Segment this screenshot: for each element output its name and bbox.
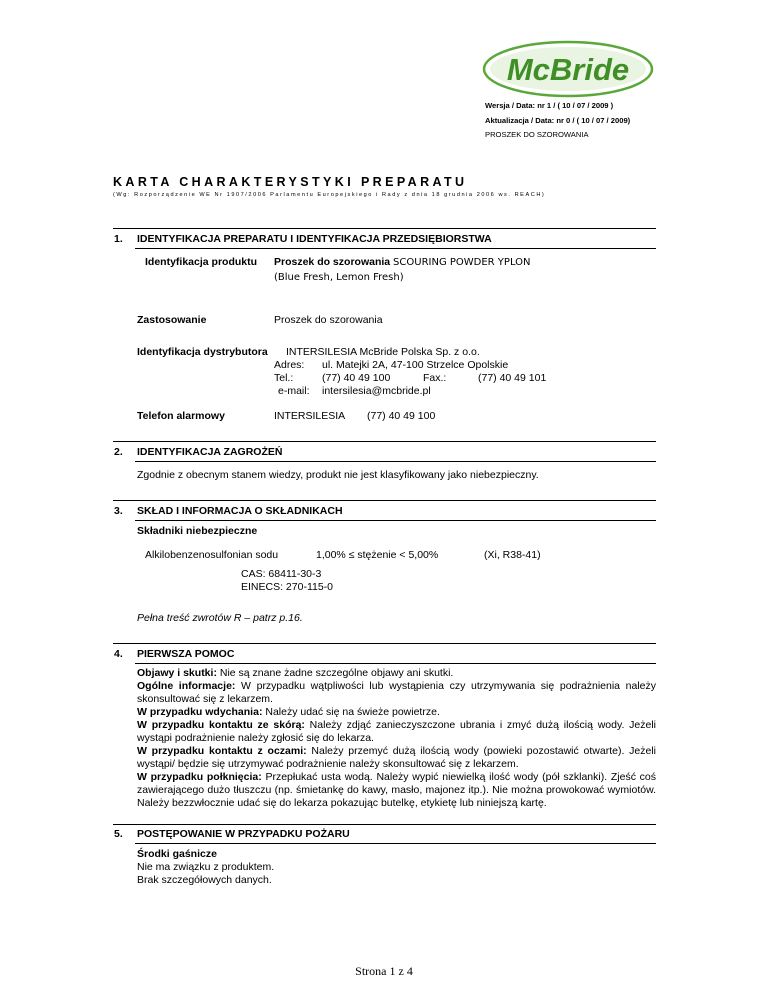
section-5-title: POSTĘPOWANIE W PRZYPADKU POŻARU: [137, 828, 350, 840]
section-4-title: PIERWSZA POMOC: [137, 648, 235, 660]
logo-text: McBride: [506, 52, 630, 87]
product-id-value: [274, 256, 531, 268]
email-value: intersilesia@mcbride.pl: [322, 385, 431, 397]
section-2-title: IDENTYFIKACJA ZAGROŻEŃ: [137, 446, 283, 458]
general-info-paragraph: Ogólne informacje: W przypadku wątpliwości lub wystąpienia czy utrzymywania się podrażnienia należy skonsultować się z lekarzem.: [137, 680, 656, 705]
document-title: KARTA CHARAKTERYSTYKI PREPARATU: [113, 175, 468, 189]
hazardous-ingredients-heading: Składniki niebezpieczne: [137, 525, 258, 537]
version-info: Wersja / Data: nr 1 / ( 10 / 07 / 2009 ): [485, 101, 614, 110]
distributor-label: Identyfikacja dystrybutora: [137, 346, 268, 358]
section-divider: [113, 643, 656, 644]
einecs-number: EINECS: 270-115-0: [241, 581, 334, 593]
fax-label: Fax.:: [423, 372, 447, 384]
tel-value: (77) 40 49 100: [322, 372, 391, 384]
first-aid-text: [137, 667, 656, 810]
ingredient-name: Alkilobenzenosulfonian sodu: [145, 549, 279, 561]
use-value: Proszek do szorowania: [274, 314, 383, 326]
skin-contact-paragraph: W przypadku kontaktu ze skórą: Należy zdjąć zanieczyszczone ubrania i zmyć dużą ilością wody. Jeżeli wystąpi podrażnienie należy zgłosić się do lekarza.: [137, 719, 656, 744]
extinguishing-line-2: Brak szczegółowych danych.: [137, 874, 272, 886]
inhalation-paragraph: W przypadku wdychania: Należy udać się na świeże powietrze.: [137, 706, 440, 718]
product-id-label: Identyfikacja produktu: [145, 256, 258, 268]
ingredient-concentration: 1,00% ≤ stężenie < 5,00%: [316, 549, 439, 561]
alarm-company: INTERSILESIA: [274, 410, 346, 422]
section-1-number: 1.: [114, 233, 123, 245]
section-underline: [135, 461, 656, 462]
section-2-number: 2.: [114, 446, 123, 458]
section-divider: [113, 500, 656, 501]
cas-number: CAS: 68411-30-3: [241, 568, 322, 580]
section-divider: [113, 441, 656, 442]
mcbride-logo: [482, 40, 654, 98]
extinguishing-line-1: Nie ma związku z produktem.: [137, 861, 275, 873]
distributor-name: INTERSILESIA McBride Polska Sp. z o.o.: [286, 346, 480, 358]
section-1-title: IDENTYFIKACJA PREPARATU I IDENTYFIKACJA PRZEDSIĘBIORSTWA: [137, 233, 492, 245]
eye-contact-paragraph: W przypadku kontaktu z oczami: Należy przemyć dużą ilością wody (powieki pozostawić otwarte). Jeżeli wystąpi/ będzie się utrzymywać podrażnienie należy skonsultować się z lekarzem.: [137, 745, 656, 770]
product-id-bold: Proszek do szorowania: [274, 256, 391, 268]
address-label: Adres:: [274, 359, 305, 371]
extinguishing-media-heading: Środki gaśnicze: [137, 848, 217, 860]
alarm-phone-label: Telefon alarmowy: [137, 410, 225, 422]
use-label: Zastosowanie: [137, 314, 207, 326]
product-header: PROSZEK DO SZOROWANIA: [485, 130, 589, 139]
section-4-number: 4.: [114, 648, 123, 660]
update-info: Aktualizacja / Data: nr 0 / ( 10 / 07 / 2009): [485, 116, 631, 125]
product-trade-name: SCOURING POWDER YPLON: [393, 257, 531, 268]
fax-value: (77) 40 49 101: [478, 372, 547, 384]
section-underline: [135, 248, 656, 249]
symptoms-paragraph: Objawy i skutki: Nie są znane żadne szczególne objawy ani skutki.: [137, 667, 454, 679]
section-3-number: 3.: [114, 505, 123, 517]
page-number: Strona 1 z 4: [355, 964, 413, 978]
section-3-title: SKŁAD I INFORMACJA O SKŁADNIKACH: [137, 505, 343, 517]
ingestion-paragraph: W przypadku połknięcia: Przepłukać usta wodą. Należy wypić niewielką ilość wody (pół szklanki). Zjeść coś zawierającego dużo tłuszczu (np. śmietankę do kawy, masło, majonez itp.). Nie można prowokować wymiotów. Należy bezzwłocznie udać się do lekarza pokazując butelkę, etykietę lub niniejszą kartę.: [137, 771, 657, 809]
address-value: ul. Matejki 2A, 47-100 Strzelce Opolskie: [322, 359, 509, 371]
ingredient-classification: (Xi, R38-41): [484, 549, 541, 561]
document-subtitle: (Wg: Rozporządzenie WE Nr 1907/2006 Parlamentu Europejskiego i Rady z dnia 18 grudnia 2006 ws. REACH): [113, 192, 546, 198]
tel-label: Tel.:: [274, 372, 294, 384]
section-underline: [135, 520, 656, 521]
section-5-number: 5.: [114, 828, 123, 840]
hazard-statement: Zgodnie z obecnym stanem wiedzy, produkt nie jest klasyfikowany jako niebezpieczny.: [137, 469, 539, 481]
r-phrases-note: Pełna treść zwrotów R – patrz p.16.: [137, 612, 303, 624]
section-divider: [113, 824, 656, 825]
section-underline: [135, 843, 656, 844]
product-variants: (Blue Fresh, Lemon Fresh): [274, 272, 404, 283]
logo-graphic: [482, 40, 654, 98]
section-underline: [135, 663, 656, 664]
email-label: e-mail:: [278, 385, 310, 397]
section-divider: [113, 228, 656, 229]
alarm-phone: (77) 40 49 100: [367, 410, 436, 422]
